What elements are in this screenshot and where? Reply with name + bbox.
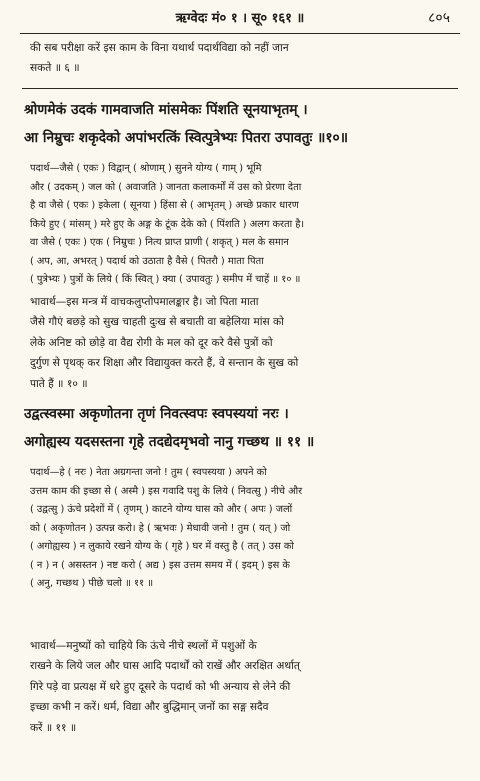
text-line: जैसे गौएं बछड़े को सुख चाहती दुःख से बचाती वा बहेलिया मांस को <box>30 316 284 329</box>
text-line: है वा जैसे ( एकः ) इकेला ( सूनया ) हिंसा से ( आभृतम् ) अच्छे प्रकार धारण <box>30 200 299 211</box>
text-line: राखने के लिये जल और घास आदि पदार्थों को राखें और अरक्षित अर्थात् <box>30 660 300 673</box>
verse-line: उद्वत्स्वस्मा अकृणोतना तृणं निवत्स्वपः स्वपस्ययां नरः । <box>24 406 289 422</box>
text-line: भावार्थ—मनुष्यों को चाहिये कि ऊंचे नीचे स्थलों में पशुओं के <box>30 640 257 652</box>
verse-10 <box>24 96 464 152</box>
running-title: ऋग्वेदः मं० १ । सू० १६१ ॥ <box>175 11 305 26</box>
text-line: सकते ॥ ६ ॥ <box>30 62 80 75</box>
text-line: ( उद्वत्सु ) ऊंचे प्रदेशों में ( तृणम् ) काटने योग्य घास को और ( अपः ) जलों <box>30 504 293 515</box>
bhavartha-10 <box>30 292 458 394</box>
page-header <box>0 8 480 30</box>
text-line: लेके अनिष्ट को छोड़े वा वैद्य रोगी के मल को दूर करे वैसे पुत्रों को <box>30 336 273 349</box>
text-line: करें ॥ ११ ॥ <box>30 721 77 734</box>
verse-line: अगोह्यस्य यदसस्तना गृहे तदद्येदमृभवो नानु गच्छथ ॥ ११ ॥ <box>24 434 315 450</box>
text-line: की सब परीक्षा करें इस काम के विना यथार्थ पदार्थविद्या को नहीं जान <box>30 42 289 54</box>
text-line: पदार्थ—हे ( नरः ) नेता अग्रगन्ता जनो ! तुम ( स्वपस्यया ) अपने को <box>30 467 267 478</box>
text-line: उत्तम काम की इच्छा से ( अस्मै ) इस गवादि पशु के लिये ( निवत्सु ) नीचे और <box>30 485 303 497</box>
text-line: और ( उदकम् ) जल को ( अवाजति ) जानता कलाकर्मों में उस को प्रेरणा देता <box>30 181 302 193</box>
text-line: गिरे पड़े वा प्रत्यक्ष में धरे हुए दूसरे के पदार्थ को भी अन्याय से लेने की <box>30 680 291 693</box>
text-line: ( अगोह्यस्य ) न लुकाये रखने योग्य के ( गृहे ) घर में वस्तु है ( तत् ) उस को <box>30 541 294 552</box>
header-rule <box>20 33 460 34</box>
text-line: ( न ) न ( असस्तन ) नष्ट करो ( अद्य ) इस उत्तम समय में ( इदम् ) इस के <box>30 559 290 571</box>
text-line: पाते हैं ॥ १० ॥ <box>30 377 88 390</box>
text-line: वा जैसे ( एकः ) एक ( निम्रुचः ) नित्य प्राप्त प्राणी ( शकृत् ) मल के समान <box>30 237 289 248</box>
verse-line: आ निम्रुचः शकृदेको अपांभरत्किं स्वित्पुत्रेभ्यः पितरा उपावतुः ॥१०॥ <box>24 130 348 146</box>
text-line: ( पुत्रेभ्यः ) पुत्रों के लिये ( किं स्वित् ) क्या ( उपावतुः ) समीप में चाहें ॥ १० ॥ <box>30 274 301 285</box>
text-line: भावार्थ—इस मन्त्र में वाचकलुप्तोपमालङ्कार है। जो पिता माता <box>30 296 259 308</box>
verse-11 <box>24 400 464 456</box>
padartha-11 <box>30 464 458 594</box>
text-line: ( अप, आ, अभरत् ) पदार्थ को उठाता है वैसे ( पितरौ ) माता पिता <box>30 255 264 267</box>
padartha-10 <box>30 160 458 290</box>
page-number: ८०५ <box>428 10 450 26</box>
text-line: किये हुए ( मांसम् ) मरे हुए के अङ्ग के टूंक देके को ( पिंशति ) अलग करता है। <box>30 218 305 230</box>
intro-paragraph <box>30 38 458 79</box>
text-line: ( अनु, गच्छथ ) पीछे चलो ॥ ११ ॥ <box>30 578 154 589</box>
verse-line: श्रोणमेकं उदकं गामवाजति मांसमेकः पिंशति सूनयाभृतम् । <box>24 102 308 118</box>
text-line: दुर्गुण से पृथक् कर शिक्षा और विद्यायुक्त करते हैं, वे सन्तान के सुख को <box>30 357 299 370</box>
section-rule <box>22 88 458 89</box>
text-line: इच्छा कभी न करें। धर्म, विद्या और बुद्धिमान् जनों का सङ्ग सदैव <box>30 701 269 714</box>
bhavartha-11 <box>30 636 458 738</box>
text-line: को ( अकृणोतन ) उत्पन्न करो। हे ( ऋभवः ) मेधावी जनो ! तुम ( यत् ) जो <box>30 522 291 534</box>
text-line: पदार्थ—जैसे ( एकः ) विद्वान् ( श्रोणाम् ) सुनने योग्य ( गाम् ) भूमि <box>30 163 262 174</box>
